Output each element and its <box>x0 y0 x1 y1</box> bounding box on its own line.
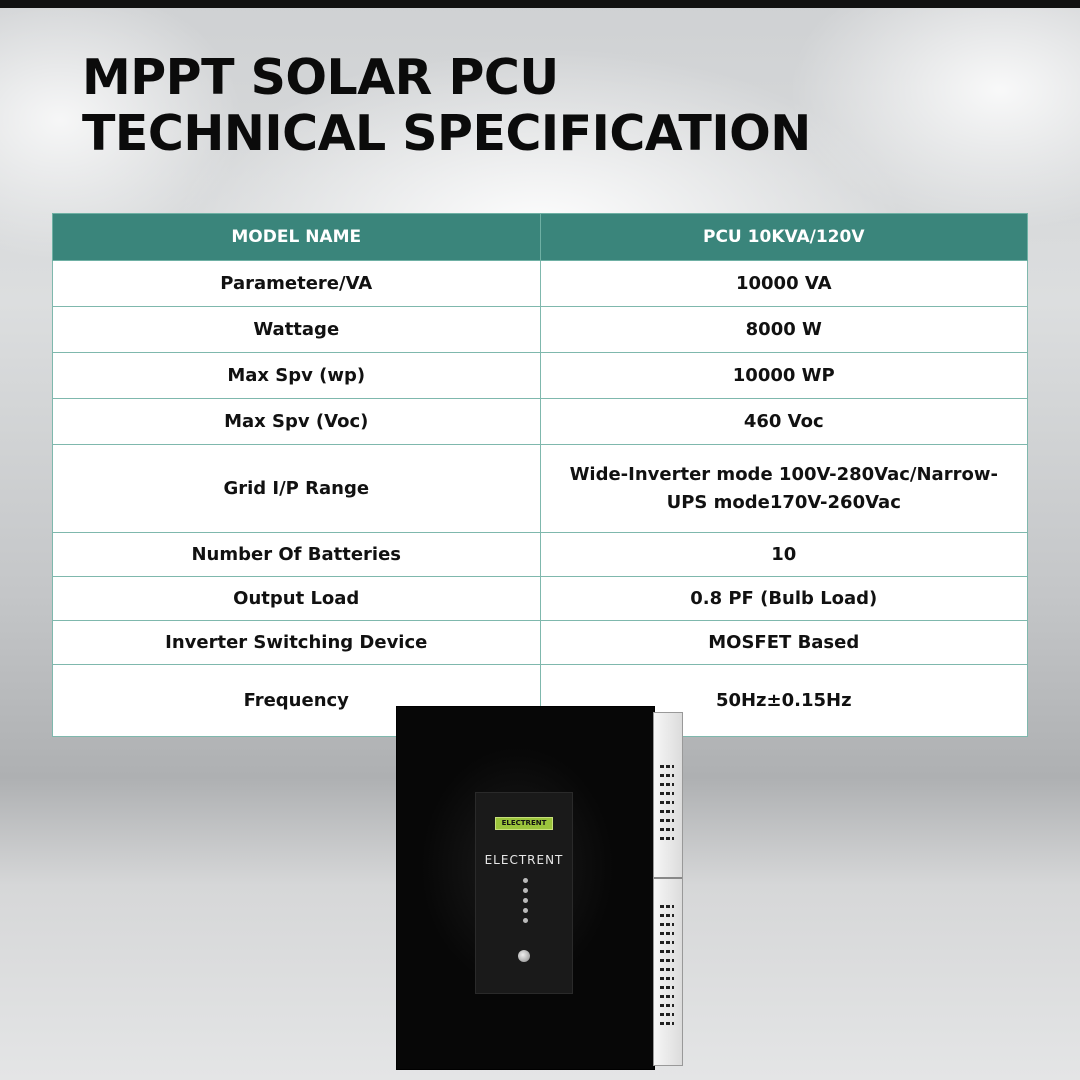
row-label: Max Spv (Voc) <box>53 399 541 445</box>
table-row <box>53 261 1028 307</box>
row-value: 50Hz±0.15Hz <box>540 665 1028 737</box>
row-value: 0.8 PF (Bulb Load) <box>540 577 1028 621</box>
row-value: Wide-Inverter mode 100V-280Vac/Narrow-UPS mode170V-260Vac <box>540 445 1028 533</box>
table-header-row <box>53 214 1028 261</box>
row-label: Output Load <box>53 577 541 621</box>
row-value: 10000 VA <box>540 261 1028 307</box>
indicator-led-icon <box>523 888 528 893</box>
row-value: 8000 W <box>540 307 1028 353</box>
row-label: Wattage <box>53 307 541 353</box>
page-title <box>82 50 811 162</box>
row-label: Max Spv (wp) <box>53 353 541 399</box>
row-label: Grid I/P Range <box>53 445 541 533</box>
table-row <box>53 621 1028 665</box>
table-row <box>53 307 1028 353</box>
spec-table <box>52 213 1028 737</box>
vent-grille-upper <box>660 765 674 846</box>
indicator-led-icon <box>523 898 528 903</box>
front-display-panel <box>475 792 573 994</box>
header-model-value: PCU 10KVA/120V <box>540 214 1028 261</box>
row-label: Inverter Switching Device <box>53 621 541 665</box>
top-bar <box>0 0 1080 8</box>
title-line-2: TECHNICAL SPECIFICATION <box>82 105 811 162</box>
table-row <box>53 445 1028 533</box>
row-label: Frequency <box>53 665 541 737</box>
table-row <box>53 577 1028 621</box>
brand-logo-text: ELECTRENT <box>484 853 564 867</box>
device-side-panel <box>653 712 683 1066</box>
table-row <box>53 533 1028 577</box>
side-divider <box>654 877 682 879</box>
header-model-name: MODEL NAME <box>53 214 541 261</box>
indicator-led-icon <box>523 908 528 913</box>
brand-badge: ELECTRENT <box>495 817 553 830</box>
row-value: 10 <box>540 533 1028 577</box>
indicator-led-icon <box>523 878 528 883</box>
row-value: MOSFET Based <box>540 621 1028 665</box>
title-line-1: MPPT SOLAR PCU <box>82 49 559 106</box>
row-label: Parametere/VA <box>53 261 541 307</box>
product-image <box>396 706 688 1068</box>
row-label: Number Of Batteries <box>53 533 541 577</box>
row-value: 460 Voc <box>540 399 1028 445</box>
indicator-led-icon <box>523 918 528 923</box>
table-row <box>53 353 1028 399</box>
power-switch-icon <box>518 950 530 962</box>
row-value: 10000 WP <box>540 353 1028 399</box>
table-row <box>53 399 1028 445</box>
vent-grille-lower <box>660 905 674 1031</box>
